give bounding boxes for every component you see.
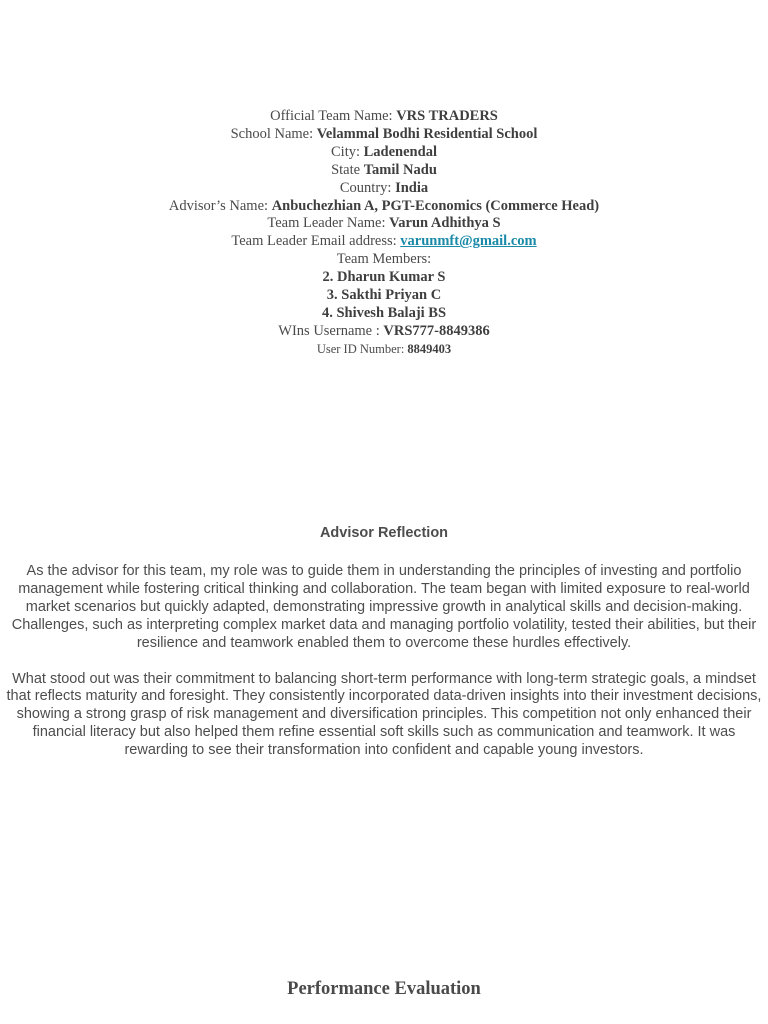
official-team-name-label: Official Team Name: — [270, 108, 397, 124]
team-leader-name-line — [0, 215, 768, 233]
performance-evaluation-heading: Performance Evaluation — [287, 979, 481, 999]
team-info-block — [0, 108, 768, 358]
team-leader-email-link[interactable]: varunmft@gmail.com — [400, 233, 537, 250]
state-value: Tamil Nadu — [363, 161, 437, 178]
team-member-name: 4. Shivesh Balaji BS — [321, 304, 447, 321]
team-members-label: Team Members: — [336, 251, 432, 268]
wins-username-value: VRS777-8849386 — [383, 322, 490, 339]
team-leader-email-line — [0, 233, 768, 251]
city-label: City: — [331, 143, 364, 160]
advisor-reflection-heading: Advisor Reflection — [319, 525, 449, 541]
advisor-name-value: Anbuchezhian A, PGT-Economics (Commerce Head) — [271, 197, 600, 214]
state-line — [0, 162, 768, 180]
team-member-item — [0, 269, 768, 287]
reflection-paragraph: What stood out was their commitment to balancing short-term performance with long-term strategic goals, a mindset that reflects maturity and foresight. They consistently incorporated data-driven insights into their investment decisions, showing a strong grasp of risk management and diversification principles. This competition not only enhanced their financial literacy but also helped them refine essential soft skills such as communication and teamwork. It was rewarding to see their transformation into confident and capable young investors. — [6, 670, 762, 759]
reflection-paragraph: As the advisor for this team, my role was to guide them in understanding the principles of investing and portfolio management while fostering critical thinking and collaboration. The team began with limited exposure to real-world market scenarios but quickly adapted, demonstrating impressive growth in analytical skills and decision-making. Challenges, such as interpreting complex market data and managing portfolio volatility, tested their abilities, but their resilience and teamwork enabled them to overcome these hurdles effectively. — [11, 563, 757, 651]
wins-username-label: WIns Username : — [278, 322, 384, 339]
team-leader-name-value: Varun Adhithya S — [389, 215, 501, 232]
advisor-name-label: Advisor’s Name: — [168, 197, 272, 214]
team-leader-email-label: Team Leader Email address: — [231, 233, 401, 250]
school-name-line — [0, 126, 768, 144]
country-value: India — [395, 179, 429, 196]
official-team-name-line — [0, 108, 768, 126]
user-id-line — [0, 341, 768, 358]
team-member-name: 3. Sakthi Priyan C — [326, 287, 442, 304]
school-name-label: School Name: — [230, 125, 317, 142]
team-member-item — [0, 305, 768, 323]
official-team-name-value: VRS TRADERS — [396, 108, 498, 124]
team-member-name: 2. Dharun Kumar S — [322, 269, 446, 286]
city-value: Ladenendal — [363, 143, 437, 160]
user-id-label: User ID Number: — [316, 341, 408, 356]
advisor-name-line — [0, 198, 768, 216]
team-member-item — [0, 287, 768, 305]
school-name-value: Velammal Bodhi Residential School — [316, 125, 538, 142]
state-label: State — [331, 161, 364, 178]
wins-username-line — [0, 323, 768, 341]
country-line — [0, 180, 768, 198]
city-line — [0, 144, 768, 162]
user-id-value: 8849403 — [407, 341, 452, 356]
team-leader-name-label: Team Leader Name: — [267, 215, 390, 232]
country-label: Country: — [339, 179, 396, 196]
advisor-reflection-section — [0, 523, 768, 760]
